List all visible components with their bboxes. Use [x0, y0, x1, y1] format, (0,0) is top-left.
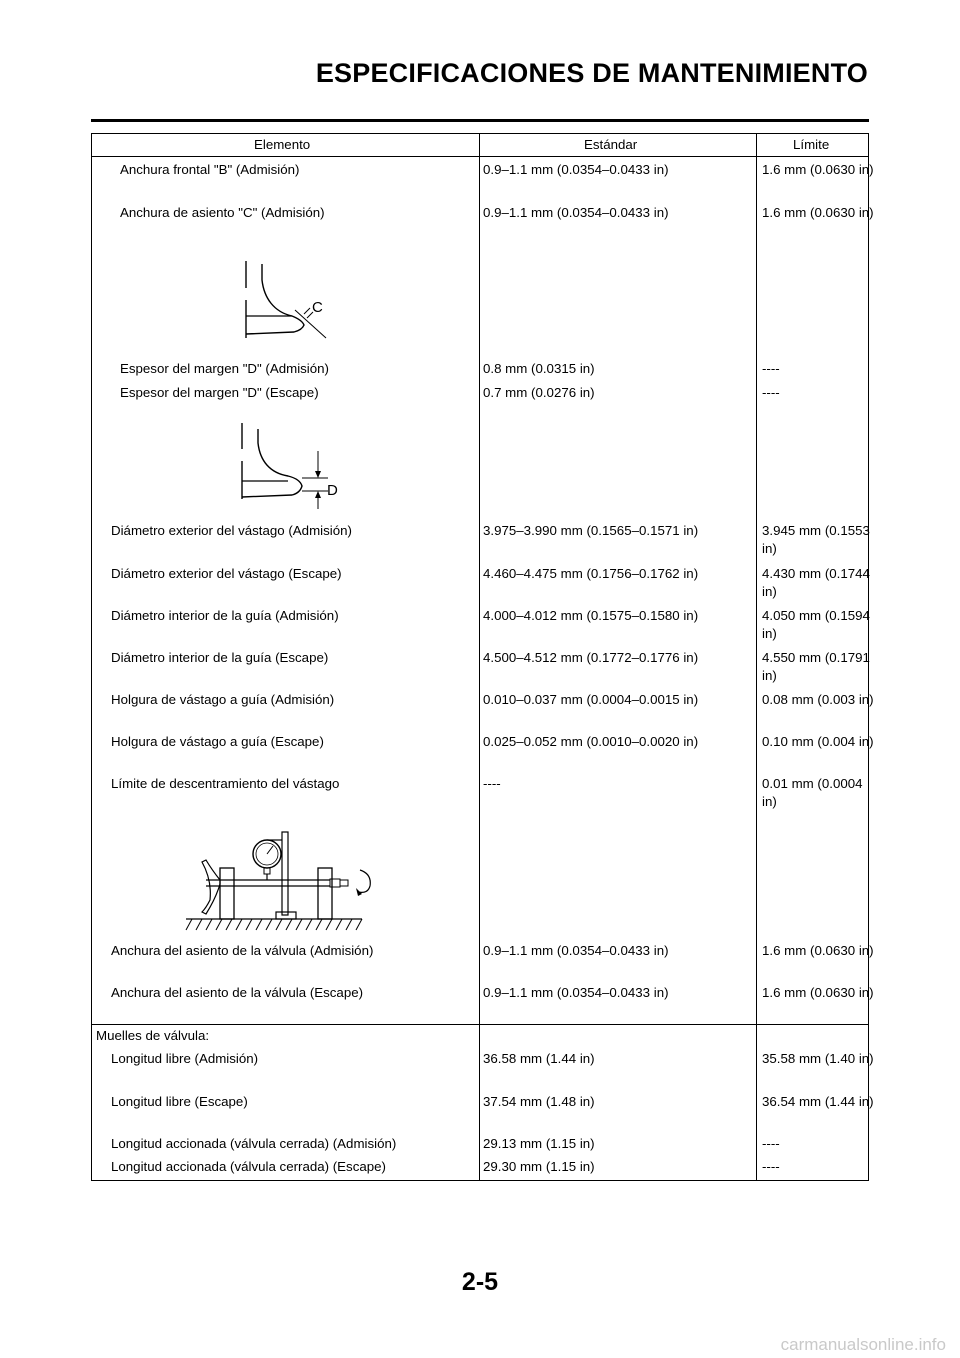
- table-row-limit: 1.6 mm (0.0630 in): [762, 985, 874, 1000]
- table-row-item: Diámetro interior de la guía (Escape): [111, 650, 329, 665]
- table-row-standard: 0.9–1.1 mm (0.0354–0.0433 in): [483, 162, 669, 177]
- seat-width-label: C: [312, 299, 323, 316]
- table-row-standard: 0.9–1.1 mm (0.0354–0.0433 in): [483, 985, 669, 1000]
- table-row-item: Longitud accionada (válvula cerrada) (Escape): [111, 1159, 386, 1174]
- spec-table: [91, 133, 874, 1181]
- table-row-item: Holgura de vástago a guía (Admisión): [111, 692, 335, 707]
- header-rule: [92, 156, 868, 157]
- table-row-item: Longitud accionada (válvula cerrada) (Admisión): [111, 1136, 397, 1151]
- table-row-limit: 1.6 mm (0.0630 in): [762, 162, 874, 177]
- table-row-limit: 36.54 mm (1.44 in): [762, 1094, 874, 1109]
- table-row-limit: 35.58 mm (1.40 in): [762, 1051, 874, 1066]
- table-row-standard: 4.000–4.012 mm (0.1575–0.1580 in): [483, 608, 699, 623]
- table-row-limit: 0.01 mm (0.0004 in): [762, 776, 863, 809]
- title-rule: [91, 119, 869, 122]
- table-row-limit: 0.10 mm (0.004 in): [762, 734, 874, 749]
- table-row-item: Espesor del margen "D" (Escape): [120, 385, 319, 400]
- column-header-item: Elemento: [254, 137, 311, 152]
- table-row-standard: 0.8 mm (0.0315 in): [483, 361, 595, 376]
- table-row-item: Espesor del margen "D" (Admisión): [120, 361, 329, 376]
- table-row-limit: 4.430 mm (0.1744 in): [762, 566, 870, 599]
- column-header-standard: Estándar: [584, 137, 638, 152]
- table-row-standard: 0.7 mm (0.0276 in): [483, 385, 595, 400]
- section-rule: [92, 1024, 868, 1025]
- table-row-standard: 0.010–0.037 mm (0.0004–0.0015 in): [483, 692, 699, 707]
- table-row-item: Longitud libre (Escape): [111, 1094, 248, 1109]
- table-row-item: Anchura de asiento "C" (Admisión): [120, 205, 325, 220]
- table-row-item: Diámetro exterior del vástago (Escape): [111, 566, 342, 581]
- table-row-item: Longitud libre (Admisión): [111, 1051, 259, 1066]
- table-row-item: Límite de descentramiento del vástago: [111, 776, 340, 791]
- stem-runout-measurement-diagram: [182, 824, 392, 934]
- table-row-item: Anchura del asiento de la válvula (Admisión): [111, 943, 374, 958]
- table-row-standard: 0.9–1.1 mm (0.0354–0.0433 in): [483, 943, 669, 958]
- table-row-standard: 37.54 mm (1.48 in): [483, 1094, 595, 1109]
- table-row-standard: 29.13 mm (1.15 in): [483, 1136, 595, 1151]
- table-row-limit: 4.050 mm (0.1594 in): [762, 608, 870, 641]
- section-label: Muelles de válvula:: [96, 1028, 210, 1043]
- table-row-item: Holgura de vástago a guía (Escape): [111, 734, 324, 749]
- valve-seat-width-diagram: [240, 258, 350, 344]
- watermark[interactable]: carmanualsonline.info: [780, 1335, 946, 1354]
- table-row-limit: 4.550 mm (0.1791 in): [762, 650, 870, 683]
- table-row-limit: ----: [762, 385, 780, 400]
- table-row-standard: 3.975–3.990 mm (0.1565–0.1571 in): [483, 523, 699, 538]
- valve-margin-thickness-diagram: [238, 421, 348, 511]
- table-row-item: Anchura frontal "B" (Admisión): [120, 162, 300, 177]
- table-row-limit: 0.08 mm (0.003 in): [762, 692, 874, 707]
- table-row-limit: 1.6 mm (0.0630 in): [762, 943, 874, 958]
- table-row-limit: ----: [762, 1136, 780, 1151]
- table-row-item: Diámetro interior de la guía (Admisión): [111, 608, 339, 623]
- table-row-standard: 0.025–0.052 mm (0.0010–0.0020 in): [483, 734, 699, 749]
- table-row-limit: 1.6 mm (0.0630 in): [762, 205, 874, 220]
- margin-thickness-label: D: [327, 482, 338, 499]
- page-title: ESPECIFICACIONES DE MANTENIMIENTO: [315, 58, 868, 88]
- column-header-limit: Límite: [793, 137, 830, 152]
- table-row-standard: 4.500–4.512 mm (0.1772–0.1776 in): [483, 650, 699, 665]
- table-row-standard: ----: [483, 776, 501, 791]
- table-row-item: Anchura del asiento de la válvula (Escape): [111, 985, 364, 1000]
- table-row-standard: 36.58 mm (1.44 in): [483, 1051, 595, 1066]
- table-row-standard: 4.460–4.475 mm (0.1756–0.1762 in): [483, 566, 699, 581]
- table-row-limit: ----: [762, 361, 780, 376]
- page-number: 2-5: [461, 1268, 499, 1296]
- table-row-standard: 29.30 mm (1.15 in): [483, 1159, 595, 1174]
- table-row-item: Diámetro exterior del vástago (Admisión): [111, 523, 352, 538]
- table-row-limit: 3.945 mm (0.1553 in): [762, 523, 870, 556]
- table-row-limit: ----: [762, 1159, 780, 1174]
- table-row-standard: 0.9–1.1 mm (0.0354–0.0433 in): [483, 205, 669, 220]
